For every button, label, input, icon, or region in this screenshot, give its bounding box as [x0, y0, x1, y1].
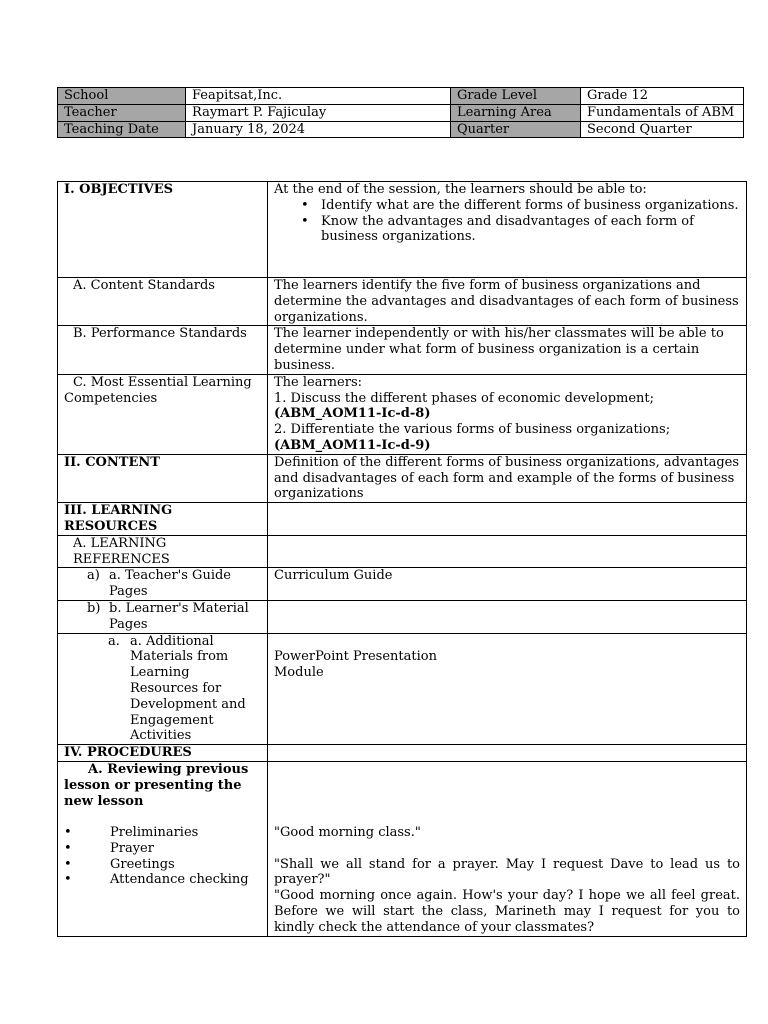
dialogue-prayer: "Shall we all stand for a prayer. May I request Dave to lead us to prayer?" — [274, 856, 740, 888]
quarter-value: Second Quarter — [581, 121, 744, 138]
teachers-guide-marker: a) — [87, 568, 100, 584]
performance-standards-label: B. Performance Standards — [58, 326, 268, 374]
bullet-greetings: Greetings — [110, 856, 175, 872]
review-lesson-label-cell — [58, 761, 268, 936]
content-label: II. CONTENT — [58, 454, 268, 502]
competencies-label-rest: Competencies — [64, 390, 158, 406]
teachers-guide-label: a. Teacher's Guide Pages — [109, 568, 231, 600]
bullet-item: • Attendance checking — [64, 872, 249, 888]
dialogue-good-morning: "Good morning class." — [274, 825, 421, 841]
bullet-attendance: Attendance checking — [110, 872, 249, 888]
content-text: Definition of the different forms of business organizations, advantages and disadvantages of each form and example of the forms of business organizations — [268, 454, 747, 502]
learning-resources-value — [268, 503, 747, 536]
content-row — [58, 454, 747, 502]
content-standards-text: The learners identify the five form of business organizations and determine the advantages and disadvantages of each form of business organizations. — [268, 278, 747, 326]
teaching-date-value: January 18, 2024 — [186, 121, 451, 138]
content-standards-row — [58, 278, 747, 326]
grade-level-label: Grade Level — [451, 88, 581, 105]
dialogue-attendance: "Good morning once again. How's your day? I hope we all feel great. Before we will start the class, Marineth may I request for you to kindly check the attendance of your classmates? — [274, 888, 740, 935]
teachers-guide-row — [58, 568, 747, 601]
review-lesson-dialogue-cell — [268, 761, 747, 936]
objectives-label: I. OBJECTIVES — [58, 182, 268, 278]
learning-references-label: A. LEARNING REFERENCES — [73, 535, 170, 567]
objective-item: • Know the advantages and disadvantages of each form of business organizations. — [321, 214, 740, 246]
learning-references-label-cell — [58, 535, 268, 568]
additional-materials-marker: a. — [108, 633, 120, 649]
content-standards-label: A. Content Standards — [58, 278, 268, 326]
learning-resources-label: III. LEARNING RESOURCES — [58, 503, 268, 536]
school-value: Feapitsat,Inc. — [186, 88, 451, 105]
teachers-guide-value: Curriculum Guide — [268, 568, 747, 601]
learning-references-value — [268, 535, 747, 568]
review-lesson-row — [58, 761, 747, 936]
objectives-list — [274, 198, 740, 245]
teacher-value: Raymart P. Fajiculay — [186, 104, 451, 121]
bullet-preliminaries: Preliminaries — [110, 825, 199, 841]
objectives-intro: At the end of the session, the learners should be able to: — [274, 182, 647, 197]
learners-material-row — [58, 600, 747, 633]
competencies-label-first: C. Most Essential Learning — [73, 374, 252, 390]
objectives-row — [58, 182, 747, 278]
competency-item-1: 1. Discuss the different phases of economic development; — [274, 390, 655, 406]
performance-standards-row — [58, 326, 747, 374]
grade-level-value: Grade 12 — [581, 88, 744, 105]
additional-materials-label: a. Additional Materials from Learning Resources for Development and Engagement Activities — [130, 633, 246, 744]
procedures-label: IV. PROCEDURES — [58, 745, 268, 762]
competency-item-2: 2. Differentiate the various forms of business organizations; — [274, 422, 671, 438]
learners-material-marker: b) — [87, 600, 101, 616]
additional-material-module: Module — [274, 665, 324, 681]
competencies-label-cell — [58, 374, 268, 454]
learners-material-label: b. Learner's Material Pages — [109, 600, 249, 632]
review-lesson-label: A. Reviewing previous lesson or presenting the new lesson — [64, 761, 249, 809]
school-label: School — [58, 88, 186, 105]
additional-materials-row — [58, 633, 747, 745]
lesson-plan-table — [57, 181, 747, 937]
quarter-label: Quarter — [451, 121, 581, 138]
additional-materials-value-cell — [268, 633, 747, 745]
procedures-row — [58, 745, 747, 762]
competencies-row — [58, 374, 747, 454]
objectives-cell — [268, 182, 747, 278]
performance-standards-text: The learner independently or with his/her classmates will be able to determine under what form of business organization is a certain business. — [268, 326, 747, 374]
competency-code-2: (ABM_AOM11-Ic-d-9) — [274, 437, 431, 453]
competencies-intro: The learners: — [274, 374, 363, 390]
additional-material-powerpoint: PowerPoint Presentation — [274, 649, 437, 665]
bullet-item: • Greetings — [64, 856, 175, 872]
learning-references-row — [58, 535, 747, 568]
bullet-prayer: Prayer — [110, 840, 154, 856]
additional-materials-label-cell — [58, 633, 268, 745]
learning-area-value: Fundamentals of ABM — [581, 104, 744, 121]
teacher-label: Teacher — [58, 104, 186, 121]
learners-material-value — [268, 600, 747, 633]
teaching-date-label: Teaching Date — [58, 121, 186, 138]
competencies-cell — [268, 374, 747, 454]
procedures-value — [268, 745, 747, 762]
learners-material-label-cell — [58, 600, 268, 633]
bullet-item: • Prayer — [64, 840, 154, 856]
objective-item: • Identify what are the different forms of business organizations. — [321, 198, 740, 214]
bullet-item: • Preliminaries — [64, 825, 199, 841]
learning-resources-row — [58, 503, 747, 536]
learning-area-label: Learning Area — [451, 104, 581, 121]
competency-code-1: (ABM_AOM11-Ic-d-8) — [274, 406, 431, 422]
header-table — [57, 87, 744, 138]
teachers-guide-label-cell — [58, 568, 268, 601]
